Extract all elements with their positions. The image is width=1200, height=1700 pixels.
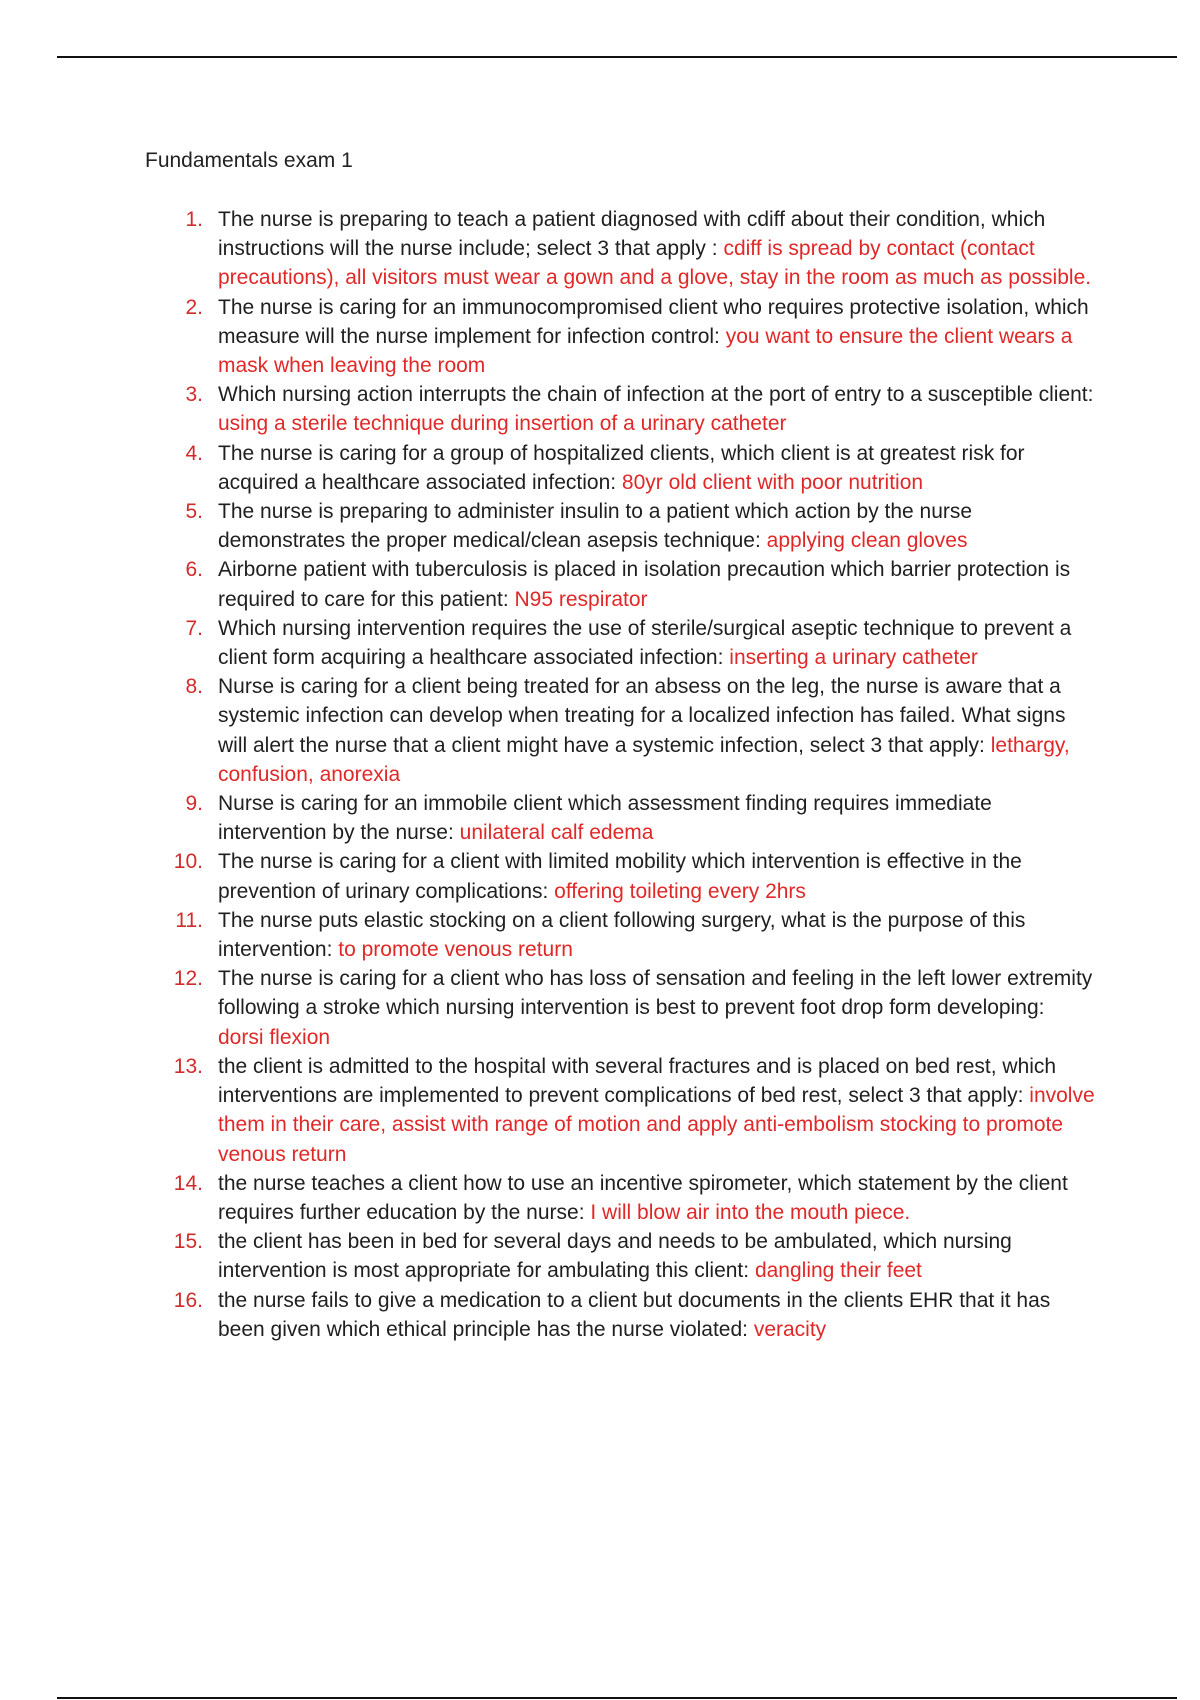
question-number: 12. — [173, 967, 203, 991]
answer-text: veracity — [753, 1317, 827, 1341]
question-text: the client has been in bed for several days and needs to be ambulated, which nursing intervention is most appropriate for ambulating this client: — [218, 1230, 1012, 1283]
question-item — [145, 1227, 1095, 1285]
answer-text: dorsi flexion — [218, 1025, 331, 1049]
question-item — [145, 1052, 1095, 1169]
question-number: 15. — [173, 1230, 203, 1254]
question-number: 4. — [185, 441, 203, 465]
question-list — [145, 205, 1095, 1344]
question-number: 8. — [185, 675, 203, 699]
answer-text: to promote venous return — [338, 938, 573, 962]
question-text: The nurse is caring for a client who has loss of sensation and feeling in the left lower extremity following a stroke which nursing intervention is best to prevent foot drop form developing: — [218, 967, 1093, 1020]
question-item — [145, 205, 1095, 293]
answer-text: unilateral calf edema — [459, 821, 654, 845]
question-text: The nurse puts elastic stocking on a client following surgery, what is the purpose of this intervention: — [218, 908, 1026, 962]
question-item — [145, 847, 1095, 905]
question-text: Which nursing action interrupts the chain of infection at the port of entry to a susceptible client: — [218, 383, 1094, 407]
answer-text: involve them in their care, assist with range of motion and apply anti-embolism stocking to promote venous return — [218, 1084, 1095, 1166]
question-item — [145, 555, 1095, 613]
question-item — [145, 672, 1095, 789]
answer-text: applying clean gloves — [766, 529, 968, 553]
question-number: 7. — [185, 616, 203, 640]
answer-text: you want to ensure the client wears a mask when leaving the room — [218, 324, 1073, 378]
footer-rule — [57, 1697, 1177, 1699]
question-item — [145, 1286, 1095, 1344]
question-item — [145, 380, 1095, 438]
answer-text: cdiff is spread by contact (contact precautions), all visitors must wear a gown and a glove, stay in the room as much as possible. — [218, 237, 1092, 290]
question-text: the client is admitted to the hospital with several fractures and is placed on bed rest, which interventions are implemented to prevent complications of bed rest, select 3 that apply: — [218, 1054, 1057, 1108]
question-item — [145, 906, 1095, 964]
question-text: The nurse is caring for an immunocompromised client who requires protective isolation, which measure will the nurse implement for infection control: — [218, 295, 1089, 348]
question-number: 13. — [173, 1054, 203, 1078]
answer-text: inserting a urinary catheter — [729, 646, 978, 670]
question-text: The nurse is caring for a client with limited mobility which intervention is effective in the prevention of urinary complications: — [218, 850, 1022, 903]
question-number: 5. — [185, 500, 203, 524]
answer-text: using a sterile technique during insertion of a urinary catheter — [218, 412, 787, 436]
question-item — [145, 439, 1095, 497]
question-number: 6. — [185, 558, 203, 582]
question-number: 1. — [185, 208, 203, 231]
question-number: 14. — [173, 1171, 203, 1195]
question-item — [145, 293, 1095, 381]
question-text: Which nursing intervention requires the use of sterile/surgical aseptic technique to prevent a client form acquiring a healthcare associated infection: — [218, 616, 1072, 670]
question-number: 3. — [185, 383, 203, 407]
question-text: The nurse is preparing to administer insulin to a patient which action by the nurse demonstrates the proper medical/clean asepsis technique: — [218, 500, 973, 553]
question-text: The nurse is caring for a group of hospitalized clients, which client is at greatest risk for acquired a healthcare associated infection: — [218, 441, 1025, 494]
answer-text: dangling their feet — [754, 1259, 922, 1283]
question-number: 10. — [173, 850, 203, 874]
question-text: Airborne patient with tuberculosis is placed in isolation precaution which barrier protection is required to care for this patient: — [218, 558, 1071, 611]
question-item — [145, 614, 1095, 672]
question-item — [145, 789, 1095, 847]
answer-text: N95 respirator — [514, 587, 648, 611]
question-item — [145, 964, 1095, 1052]
question-text: Nurse is caring for a client being treated for an absess on the leg, the nurse is aware that a systemic infection can develop when treating for a localized infection has failed. What signs will alert the nurse that a client might have a systemic infection, select 3 that apply: — [218, 675, 1066, 757]
question-number: 11. — [175, 908, 203, 932]
answer-text: offering toileting every 2hrs — [554, 879, 806, 903]
question-item — [145, 1169, 1095, 1227]
answer-text: I will blow air into the mouth piece. — [590, 1200, 911, 1224]
question-text: Nurse is caring for an immobile client which assessment finding requires immediate intervention by the nurse: — [218, 792, 992, 845]
document-title: Fundamentals exam 1 — [145, 149, 353, 172]
answer-text: 80yr old client with poor nutrition — [621, 470, 924, 494]
question-number: 16. — [173, 1288, 203, 1312]
answer-text: lethargy, confusion, anorexia — [218, 733, 1070, 786]
header-rule — [57, 56, 1177, 58]
question-text: the nurse teaches a client how to use an incentive spirometer, which statement by the client requires further education by the nurse: — [218, 1171, 1068, 1224]
question-item — [145, 497, 1095, 555]
question-number: 2. — [185, 295, 203, 319]
question-number: 9. — [185, 792, 203, 816]
question-text: the nurse fails to give a medication to a client but documents in the clients EHR that it has been given which ethical principle has the nurse violated: — [218, 1288, 1051, 1341]
question-text: The nurse is preparing to teach a patient diagnosed with cdiff about their condition, which instructions will the nurse include; select 3 that apply : — [218, 208, 1046, 261]
